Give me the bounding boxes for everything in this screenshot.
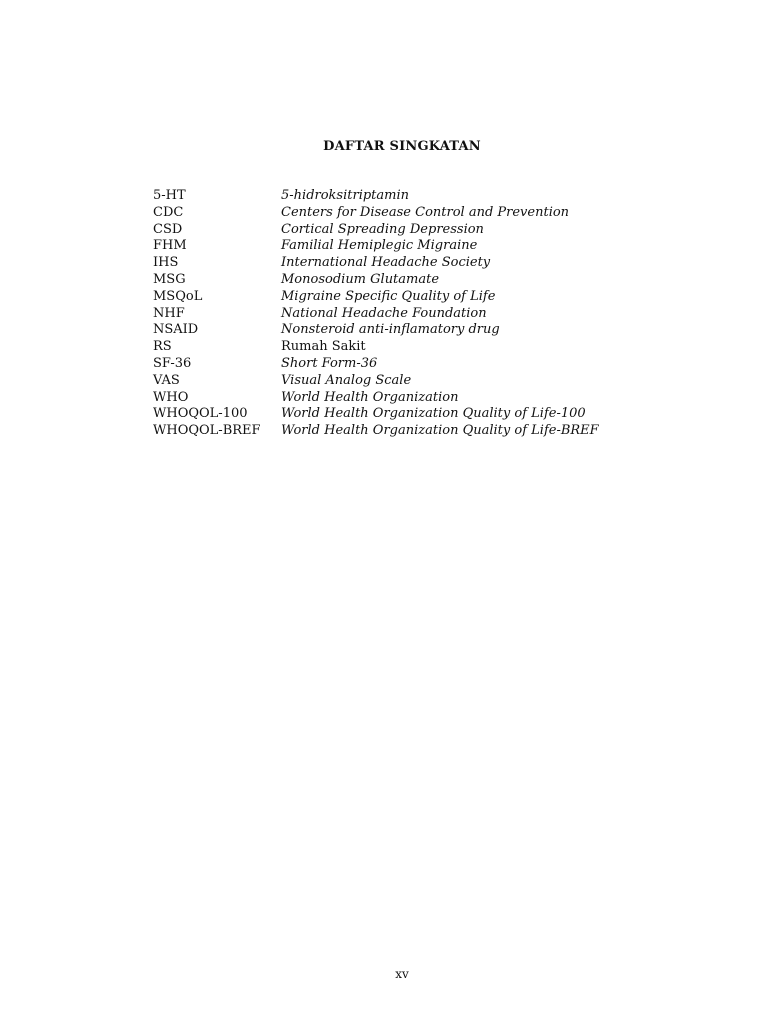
abbreviation-description: Migraine Specific Quality of Life bbox=[281, 288, 496, 304]
abbreviation-description: Short Form-36 bbox=[281, 355, 378, 371]
abbreviation-row bbox=[153, 289, 673, 306]
abbreviation-row bbox=[153, 205, 673, 222]
page-number: xv bbox=[395, 967, 409, 981]
abbreviation-term: MSQoL bbox=[153, 288, 203, 304]
abbreviation-term: CDC bbox=[153, 204, 184, 220]
page-title: DAFTAR SINGKATAN bbox=[323, 139, 481, 154]
abbreviation-list bbox=[153, 188, 673, 440]
abbreviation-row bbox=[153, 322, 673, 339]
abbreviation-row bbox=[153, 406, 673, 423]
abbreviation-term: CSD bbox=[153, 221, 183, 237]
abbreviation-term: FHM bbox=[153, 238, 187, 254]
abbreviation-row bbox=[153, 188, 673, 205]
abbreviation-description: Centers for Disease Control and Prevention bbox=[281, 204, 570, 220]
abbreviation-term: SF-36 bbox=[153, 355, 192, 371]
abbreviation-term: NSAID bbox=[153, 322, 199, 338]
abbreviation-description: World Health Organization Quality of Life-BREF bbox=[281, 423, 599, 439]
abbreviation-description: World Health Organization Quality of Life-100 bbox=[281, 406, 586, 422]
abbreviation-description: National Headache Foundation bbox=[281, 305, 487, 321]
abbreviation-row bbox=[153, 238, 673, 255]
abbreviation-row bbox=[153, 306, 673, 323]
abbreviation-term: WHOQOL-100 bbox=[153, 406, 248, 422]
abbreviation-row bbox=[153, 222, 673, 239]
abbreviation-description: International Headache Society bbox=[281, 255, 491, 271]
abbreviation-description: Monosodium Glutamate bbox=[281, 271, 440, 287]
abbreviation-row bbox=[153, 255, 673, 272]
abbreviation-description: World Health Organization bbox=[281, 389, 459, 405]
abbreviation-term: WHO bbox=[153, 389, 189, 405]
abbreviation-description: Cortical Spreading Depression bbox=[281, 221, 484, 237]
abbreviation-description: Rumah Sakit bbox=[281, 339, 366, 355]
abbreviation-row bbox=[153, 272, 673, 289]
abbreviation-term: IHS bbox=[153, 255, 179, 271]
abbreviation-term: WHOQOL-BREF bbox=[153, 423, 261, 439]
abbreviation-row bbox=[153, 373, 673, 390]
abbreviation-row bbox=[153, 356, 673, 373]
abbreviation-row bbox=[153, 339, 673, 356]
abbreviation-description: 5-hidroksitriptamin bbox=[281, 188, 410, 203]
abbreviation-description: Visual Analog Scale bbox=[281, 372, 412, 388]
abbreviation-term: 5-HT bbox=[153, 188, 186, 203]
abbreviation-term: VAS bbox=[153, 372, 180, 388]
abbreviation-description: Familial Hemiplegic Migraine bbox=[281, 238, 478, 254]
abbreviation-term: NHF bbox=[153, 305, 185, 321]
abbreviation-row bbox=[153, 423, 673, 440]
abbreviation-row bbox=[153, 390, 673, 407]
abbreviation-description: Nonsteroid anti-inflamatory drug bbox=[281, 322, 500, 338]
abbreviation-term: RS bbox=[153, 339, 172, 355]
abbreviation-term: MSG bbox=[153, 271, 186, 287]
